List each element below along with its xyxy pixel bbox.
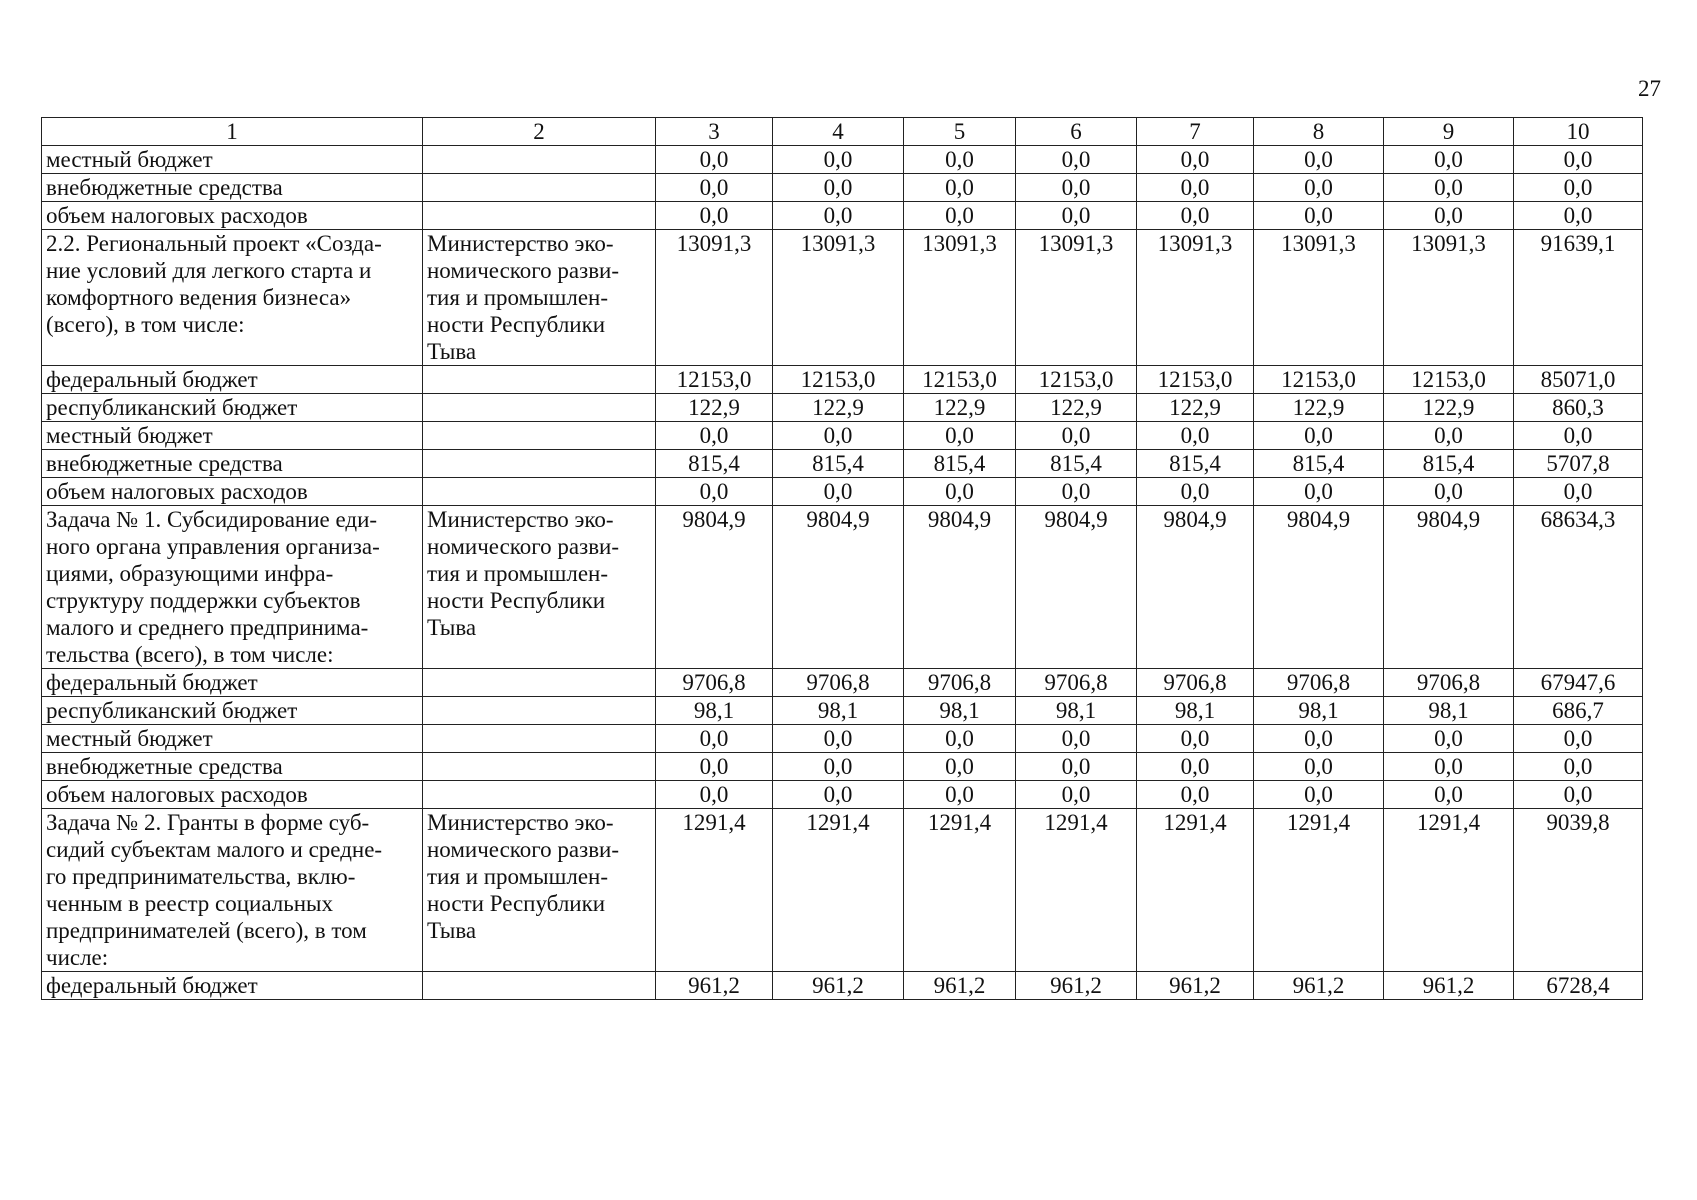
row-name: объем налоговых расходов [42, 781, 423, 809]
value-cell: 9706,8 [656, 669, 773, 697]
row-name: Задача № 2. Гранты в форме суб- сидий субъектам малого и средне- го предпринимательства, вклю- ченным в реестр социальных предпринимателей (всего), в том числе: [42, 809, 423, 972]
value-cell: 0,0 [656, 422, 773, 450]
value-cell: 815,4 [656, 450, 773, 478]
header-cell: 6 [1016, 118, 1137, 146]
value-cell: 0,0 [904, 753, 1016, 781]
value-cell: 961,2 [1384, 972, 1514, 1000]
value-cell: 12153,0 [1384, 366, 1514, 394]
table-row [42, 230, 1643, 366]
row-executor [423, 725, 656, 753]
row-executor: Министерство эко- номического разви- тия и промышлен- ности Республики Тыва [423, 506, 656, 669]
table-row [42, 753, 1643, 781]
value-cell: 1291,4 [773, 809, 904, 972]
row-executor [423, 146, 656, 174]
table-row [42, 478, 1643, 506]
value-cell: 0,0 [773, 202, 904, 230]
value-cell: 961,2 [1137, 972, 1254, 1000]
value-cell: 0,0 [773, 725, 904, 753]
value-cell: 98,1 [904, 697, 1016, 725]
value-cell: 68634,3 [1514, 506, 1643, 669]
value-cell: 0,0 [904, 725, 1016, 753]
row-name: республиканский бюджет [42, 697, 423, 725]
value-cell: 0,0 [1514, 146, 1643, 174]
value-cell: 13091,3 [773, 230, 904, 366]
value-cell: 12153,0 [1254, 366, 1384, 394]
value-cell: 122,9 [773, 394, 904, 422]
value-cell: 0,0 [773, 753, 904, 781]
value-cell: 961,2 [1254, 972, 1384, 1000]
value-cell: 85071,0 [1514, 366, 1643, 394]
value-cell: 91639,1 [1514, 230, 1643, 366]
table-row [42, 725, 1643, 753]
value-cell: 815,4 [904, 450, 1016, 478]
header-row [42, 118, 1643, 146]
value-cell: 961,2 [904, 972, 1016, 1000]
value-cell: 122,9 [1137, 394, 1254, 422]
value-cell: 0,0 [1254, 478, 1384, 506]
table-row [42, 394, 1643, 422]
value-cell: 0,0 [1384, 478, 1514, 506]
value-cell: 0,0 [773, 174, 904, 202]
value-cell: 9804,9 [904, 506, 1016, 669]
row-name: объем налоговых расходов [42, 478, 423, 506]
value-cell: 13091,3 [1254, 230, 1384, 366]
value-cell: 0,0 [1254, 781, 1384, 809]
value-cell: 0,0 [1384, 422, 1514, 450]
value-cell: 1291,4 [1016, 809, 1137, 972]
row-executor [423, 781, 656, 809]
value-cell: 0,0 [1137, 725, 1254, 753]
table-row [42, 146, 1643, 174]
value-cell: 9039,8 [1514, 809, 1643, 972]
value-cell: 961,2 [1016, 972, 1137, 1000]
table-row [42, 972, 1643, 1000]
value-cell: 98,1 [656, 697, 773, 725]
value-cell: 0,0 [656, 202, 773, 230]
value-cell: 1291,4 [1254, 809, 1384, 972]
row-name: федеральный бюджет [42, 366, 423, 394]
value-cell: 0,0 [1514, 478, 1643, 506]
value-cell: 0,0 [1384, 174, 1514, 202]
table-row [42, 174, 1643, 202]
value-cell: 815,4 [1137, 450, 1254, 478]
value-cell: 0,0 [773, 422, 904, 450]
value-cell: 9804,9 [1016, 506, 1137, 669]
value-cell: 0,0 [1137, 422, 1254, 450]
value-cell: 9706,8 [1254, 669, 1384, 697]
value-cell: 0,0 [1514, 781, 1643, 809]
table-row [42, 202, 1643, 230]
value-cell: 0,0 [1016, 753, 1137, 781]
value-cell: 0,0 [1514, 753, 1643, 781]
table-row [42, 669, 1643, 697]
header-cell: 9 [1384, 118, 1514, 146]
value-cell: 122,9 [1254, 394, 1384, 422]
value-cell: 0,0 [1254, 174, 1384, 202]
value-cell: 122,9 [656, 394, 773, 422]
value-cell: 0,0 [1016, 478, 1137, 506]
value-cell: 0,0 [904, 202, 1016, 230]
row-name: местный бюджет [42, 146, 423, 174]
value-cell: 1291,4 [1384, 809, 1514, 972]
value-cell: 0,0 [1384, 781, 1514, 809]
value-cell: 0,0 [1137, 202, 1254, 230]
row-name: республиканский бюджет [42, 394, 423, 422]
value-cell: 122,9 [904, 394, 1016, 422]
value-cell: 1291,4 [1137, 809, 1254, 972]
value-cell: 815,4 [1016, 450, 1137, 478]
value-cell: 0,0 [1514, 725, 1643, 753]
row-executor: Министерство эко- номического разви- тия и промышлен- ности Республики Тыва [423, 809, 656, 972]
value-cell: 0,0 [1137, 478, 1254, 506]
value-cell: 0,0 [1384, 725, 1514, 753]
value-cell: 0,0 [1514, 202, 1643, 230]
value-cell: 0,0 [656, 753, 773, 781]
value-cell: 0,0 [1016, 781, 1137, 809]
header-cell: 5 [904, 118, 1016, 146]
row-executor [423, 394, 656, 422]
row-executor [423, 697, 656, 725]
value-cell: 12153,0 [904, 366, 1016, 394]
value-cell: 9804,9 [656, 506, 773, 669]
table-row [42, 697, 1643, 725]
value-cell: 98,1 [1254, 697, 1384, 725]
row-name: 2.2. Региональный проект «Созда- ние условий для легкого старта и комфортного ведения бизнеса» (всего), в том числе: [42, 230, 423, 366]
table-row [42, 450, 1643, 478]
value-cell: 0,0 [1137, 753, 1254, 781]
value-cell: 961,2 [656, 972, 773, 1000]
row-name: внебюджетные средства [42, 450, 423, 478]
value-cell: 0,0 [1016, 202, 1137, 230]
value-cell: 9706,8 [1137, 669, 1254, 697]
value-cell: 0,0 [1514, 422, 1643, 450]
row-executor [423, 202, 656, 230]
value-cell: 0,0 [1384, 753, 1514, 781]
value-cell: 13091,3 [1384, 230, 1514, 366]
value-cell: 9804,9 [1254, 506, 1384, 669]
value-cell: 13091,3 [656, 230, 773, 366]
value-cell: 9706,8 [1384, 669, 1514, 697]
value-cell: 12153,0 [656, 366, 773, 394]
header-cell: 8 [1254, 118, 1384, 146]
row-executor [423, 450, 656, 478]
value-cell: 0,0 [1254, 725, 1384, 753]
value-cell: 9706,8 [1016, 669, 1137, 697]
value-cell: 0,0 [1016, 146, 1137, 174]
row-executor [423, 366, 656, 394]
value-cell: 122,9 [1384, 394, 1514, 422]
value-cell: 0,0 [1384, 202, 1514, 230]
value-cell: 0,0 [1384, 146, 1514, 174]
header-cell: 10 [1514, 118, 1643, 146]
value-cell: 98,1 [1137, 697, 1254, 725]
row-name: местный бюджет [42, 725, 423, 753]
value-cell: 0,0 [1254, 202, 1384, 230]
table-body [42, 118, 1643, 1000]
row-executor [423, 753, 656, 781]
row-name: внебюджетные средства [42, 174, 423, 202]
value-cell: 0,0 [904, 146, 1016, 174]
value-cell: 815,4 [1254, 450, 1384, 478]
value-cell: 12153,0 [773, 366, 904, 394]
value-cell: 0,0 [656, 478, 773, 506]
table-row [42, 366, 1643, 394]
value-cell: 0,0 [1137, 146, 1254, 174]
value-cell: 9804,9 [773, 506, 904, 669]
row-name: Задача № 1. Субсидирование еди- ного органа управления организа- циями, образующими инфра- структуру поддержки субъектов малого и среднего предпринима- тельства (всего), в том числе: [42, 506, 423, 669]
table-row [42, 422, 1643, 450]
value-cell: 0,0 [1254, 753, 1384, 781]
row-name: объем налоговых расходов [42, 202, 423, 230]
row-executor [423, 422, 656, 450]
value-cell: 12153,0 [1137, 366, 1254, 394]
header-cell: 2 [423, 118, 656, 146]
row-name: федеральный бюджет [42, 669, 423, 697]
value-cell: 6728,4 [1514, 972, 1643, 1000]
table-row [42, 506, 1643, 669]
page-number: 27 [1638, 76, 1661, 101]
value-cell: 0,0 [773, 146, 904, 174]
value-cell: 1291,4 [904, 809, 1016, 972]
value-cell: 0,0 [656, 781, 773, 809]
value-cell: 9804,9 [1137, 506, 1254, 669]
value-cell: 13091,3 [1016, 230, 1137, 366]
value-cell: 13091,3 [1137, 230, 1254, 366]
value-cell: 9804,9 [1384, 506, 1514, 669]
value-cell: 0,0 [1016, 422, 1137, 450]
value-cell: 13091,3 [904, 230, 1016, 366]
value-cell: 98,1 [1384, 697, 1514, 725]
value-cell: 0,0 [656, 725, 773, 753]
header-cell: 1 [42, 118, 423, 146]
row-executor [423, 972, 656, 1000]
value-cell: 815,4 [1384, 450, 1514, 478]
value-cell: 0,0 [656, 146, 773, 174]
value-cell: 0,0 [904, 422, 1016, 450]
value-cell: 0,0 [1137, 781, 1254, 809]
header-cell: 4 [773, 118, 904, 146]
value-cell: 0,0 [1514, 174, 1643, 202]
value-cell: 67947,6 [1514, 669, 1643, 697]
value-cell: 0,0 [1137, 174, 1254, 202]
value-cell: 5707,8 [1514, 450, 1643, 478]
value-cell: 0,0 [1254, 146, 1384, 174]
row-name: федеральный бюджет [42, 972, 423, 1000]
value-cell: 0,0 [1254, 422, 1384, 450]
row-executor [423, 669, 656, 697]
value-cell: 686,7 [1514, 697, 1643, 725]
row-name: внебюджетные средства [42, 753, 423, 781]
row-name: местный бюджет [42, 422, 423, 450]
row-executor [423, 478, 656, 506]
header-cell: 3 [656, 118, 773, 146]
value-cell: 9706,8 [904, 669, 1016, 697]
value-cell: 0,0 [904, 174, 1016, 202]
value-cell: 0,0 [773, 478, 904, 506]
row-executor: Министерство эко- номического разви- тия и промышлен- ности Республики Тыва [423, 230, 656, 366]
value-cell: 12153,0 [1016, 366, 1137, 394]
value-cell: 815,4 [773, 450, 904, 478]
value-cell: 0,0 [773, 781, 904, 809]
value-cell: 961,2 [773, 972, 904, 1000]
value-cell: 0,0 [904, 781, 1016, 809]
table-row [42, 809, 1643, 972]
value-cell: 1291,4 [656, 809, 773, 972]
value-cell: 0,0 [1016, 725, 1137, 753]
value-cell: 122,9 [1016, 394, 1137, 422]
value-cell: 9706,8 [773, 669, 904, 697]
header-cell: 7 [1137, 118, 1254, 146]
table-row [42, 781, 1643, 809]
value-cell: 0,0 [904, 478, 1016, 506]
value-cell: 98,1 [1016, 697, 1137, 725]
value-cell: 98,1 [773, 697, 904, 725]
row-executor [423, 174, 656, 202]
value-cell: 0,0 [1016, 174, 1137, 202]
value-cell: 860,3 [1514, 394, 1643, 422]
budget-table [41, 117, 1643, 1000]
value-cell: 0,0 [656, 174, 773, 202]
